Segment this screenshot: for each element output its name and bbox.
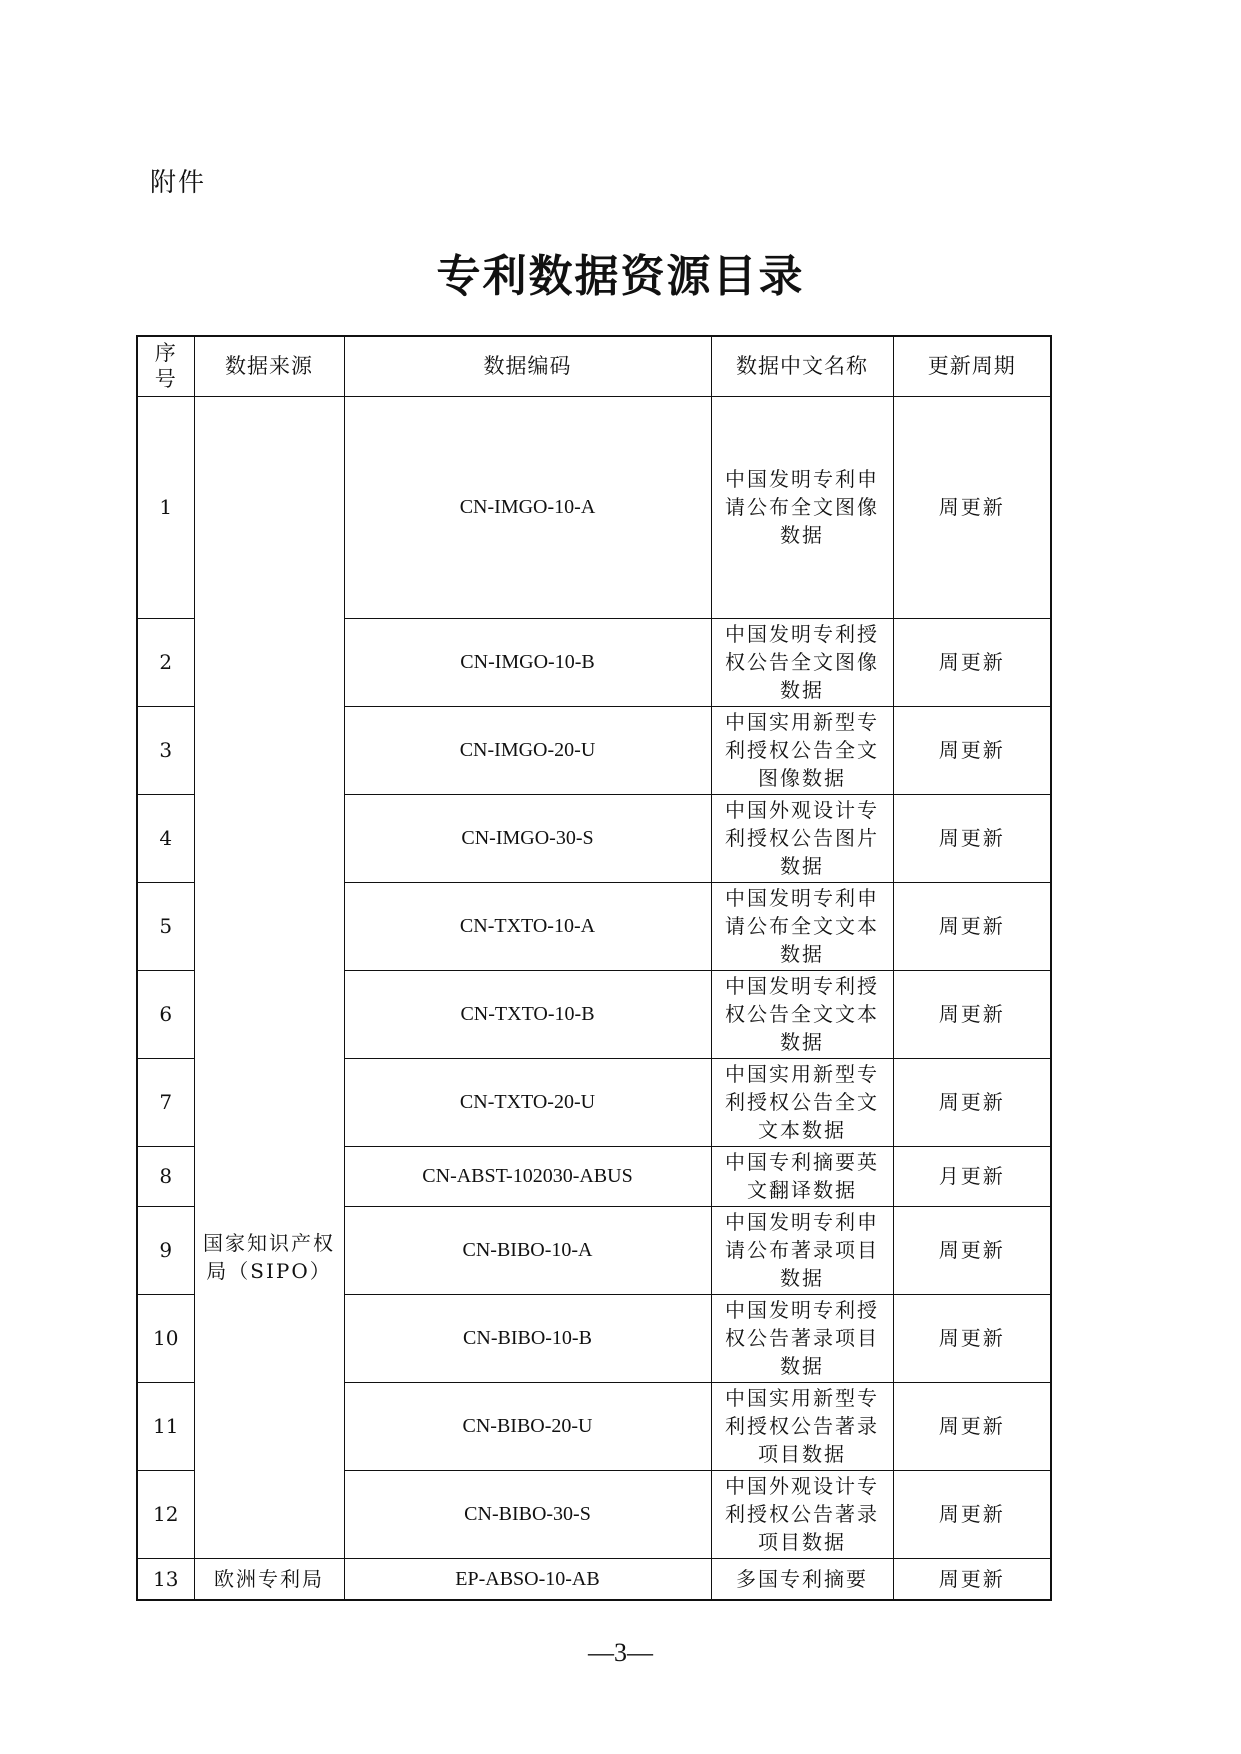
attachment-label: 附件 (150, 168, 207, 198)
data-chinese-name: 中国外观设计专利授权公告著录项目数据 (711, 1470, 893, 1558)
data-code: CN-BIBO-20-U (344, 1382, 711, 1470)
update-cycle: 周更新 (893, 882, 1051, 970)
data-chinese-name: 多国专利摘要 (711, 1558, 893, 1600)
data-code: CN-BIBO-30-S (344, 1470, 711, 1558)
update-cycle: 周更新 (893, 1294, 1051, 1382)
data-code: CN-BIBO-10-A (344, 1206, 711, 1294)
row-number: 13 (137, 1558, 194, 1600)
update-cycle: 周更新 (893, 1558, 1051, 1600)
table-header-row (137, 336, 1051, 396)
update-cycle: 月更新 (893, 1146, 1051, 1206)
header-data-source: 数据来源 (194, 336, 344, 396)
data-chinese-name: 中国发明专利申请公布全文文本数据 (711, 882, 893, 970)
table-row (137, 396, 1051, 618)
row-number: 11 (137, 1382, 194, 1470)
header-data-code: 数据编码 (344, 336, 711, 396)
data-chinese-name: 中国实用新型专利授权公告全文文本数据 (711, 1058, 893, 1146)
row-number: 5 (137, 882, 194, 970)
row-number: 3 (137, 706, 194, 794)
data-chinese-name: 中国外观设计专利授权公告图片数据 (711, 794, 893, 882)
data-chinese-name: 中国发明专利授权公告著录项目数据 (711, 1294, 893, 1382)
data-chinese-name: 中国专利摘要英文翻译数据 (711, 1146, 893, 1206)
row-number: 1 (137, 396, 194, 618)
data-chinese-name: 中国发明专利授权公告全文文本数据 (711, 970, 893, 1058)
data-code: CN-TXTO-10-B (344, 970, 711, 1058)
data-code: EP-ABSO-10-AB (344, 1558, 711, 1600)
update-cycle: 周更新 (893, 1206, 1051, 1294)
data-chinese-name: 中国发明专利授权公告全文图像数据 (711, 618, 893, 706)
row-number: 8 (137, 1146, 194, 1206)
data-chinese-name: 中国发明专利申请公布著录项目数据 (711, 1206, 893, 1294)
header-chinese-name: 数据中文名称 (711, 336, 893, 396)
update-cycle: 周更新 (893, 794, 1051, 882)
data-chinese-name: 中国发明专利申请公布全文图像数据 (711, 396, 893, 618)
data-code: CN-TXTO-20-U (344, 1058, 711, 1146)
data-code: CN-IMGO-30-S (344, 794, 711, 882)
data-code: CN-IMGO-10-B (344, 618, 711, 706)
data-source-epo: 欧洲专利局 (194, 1558, 344, 1600)
row-number: 2 (137, 618, 194, 706)
data-code: CN-IMGO-10-A (344, 396, 711, 618)
patent-data-catalog-table (136, 335, 1052, 1601)
update-cycle: 周更新 (893, 1058, 1051, 1146)
row-number: 4 (137, 794, 194, 882)
header-update-cycle: 更新周期 (893, 336, 1051, 396)
update-cycle: 周更新 (893, 706, 1051, 794)
update-cycle: 周更新 (893, 396, 1051, 618)
data-source-sipo: 国家知识产权局（SIPO） (194, 396, 344, 1558)
data-code: CN-ABST-102030-ABUS (344, 1146, 711, 1206)
update-cycle: 周更新 (893, 1470, 1051, 1558)
update-cycle: 周更新 (893, 618, 1051, 706)
row-number: 10 (137, 1294, 194, 1382)
data-code: CN-BIBO-10-B (344, 1294, 711, 1382)
page-title: 专利数据资源目录 (436, 251, 805, 302)
data-chinese-name: 中国实用新型专利授权公告著录项目数据 (711, 1382, 893, 1470)
update-cycle: 周更新 (893, 970, 1051, 1058)
page-number: —3— (588, 1638, 653, 1667)
table-row (137, 1558, 1051, 1600)
header-serial-number: 序号 (137, 336, 194, 396)
data-code: CN-TXTO-10-A (344, 882, 711, 970)
data-code: CN-IMGO-20-U (344, 706, 711, 794)
update-cycle: 周更新 (893, 1382, 1051, 1470)
row-number: 6 (137, 970, 194, 1058)
row-number: 7 (137, 1058, 194, 1146)
row-number: 12 (137, 1470, 194, 1558)
data-chinese-name: 中国实用新型专利授权公告全文图像数据 (711, 706, 893, 794)
row-number: 9 (137, 1206, 194, 1294)
